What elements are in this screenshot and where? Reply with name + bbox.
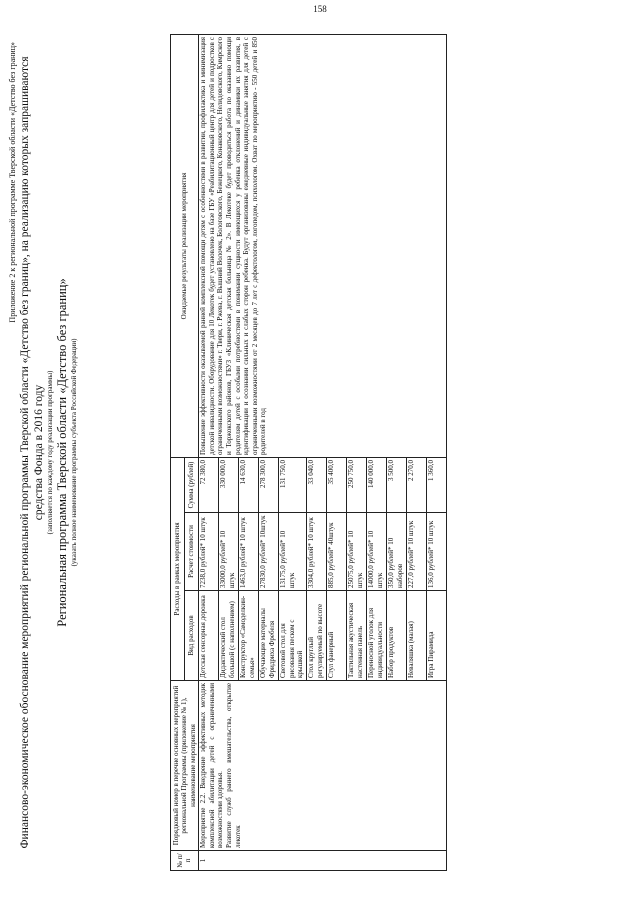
expense-type: Детская сенсорная дорожка <box>198 591 218 681</box>
expense-calc: 27830,0 рублей* 10штук <box>258 513 278 591</box>
fill-note: (заполняется по каждому году реализации программы) <box>46 370 54 535</box>
expense-type: Переносной уголок для индивидуальности <box>366 591 386 681</box>
page-number: 158 <box>313 4 327 14</box>
expense-calc: 7238,0 рублей* 10 штук <box>198 513 218 591</box>
expense-calc: 33000,0 рублей* 10 штук <box>218 513 238 591</box>
expense-type: Набор продуктов <box>386 591 406 681</box>
expense-sum: 250 750,0 <box>346 457 366 512</box>
expense-calc: 227,0 рублей* 10 штук <box>406 513 426 591</box>
expense-sum: 330 000,0 <box>218 457 238 512</box>
expense-sum: 1 360,0 <box>426 457 446 512</box>
col-header-number: № п/п <box>171 851 199 871</box>
table-row <box>198 34 218 870</box>
row-number: 1 <box>198 851 446 871</box>
expense-sum: 140 000,0 <box>366 457 386 512</box>
expense-calc: 14000,0 рублей* 10 штук <box>366 513 386 591</box>
expense-type: Игра Пирамида <box>426 591 446 681</box>
expense-calc: 3304,0 рублей* 10 штук <box>306 513 326 591</box>
expense-type: Обучающие материалы Фридриха Фребеля <box>258 591 278 681</box>
expense-calc: 1463,0 рублей* 10 штук <box>238 513 258 591</box>
col-header-sum: Сумма (рублей) <box>184 457 198 512</box>
event-subtitle: Развитие служб раннего вмешательства, открытие лекотек <box>225 683 242 848</box>
expense-calc: 885,0 рублей* 40штук <box>326 513 346 591</box>
expense-type: Неваляшка (малая) <box>406 591 426 681</box>
appendix-note: Приложение 2 к региональной программе Тверской области «Детство без границ» <box>8 42 17 323</box>
event-cell <box>198 681 446 851</box>
expense-calc: 350,0 рублей* 10 наборов <box>386 513 406 591</box>
document-title-year: средства Фонда в 2016 году <box>33 384 45 521</box>
expense-sum: 35 400,0 <box>326 457 346 512</box>
expense-sum: 2 270,0 <box>406 457 426 512</box>
expense-sum: 14 630,0 <box>238 457 258 512</box>
expense-sum: 131 750,0 <box>278 457 306 512</box>
program-note: (указать полное наименование программы субъекта Российской Федерации) <box>70 338 78 567</box>
expense-sum: 72 380,0 <box>198 457 218 512</box>
expense-sum: 3 500,0 <box>386 457 406 512</box>
expense-calc: 13175,0 рублей* 10 штук <box>278 513 306 591</box>
event-description: Мероприятие 2.2. Внедрение эффективных методик комплексной абилитации детей с ограниченными возможностями здоровья. <box>199 683 225 848</box>
expected-results: Повышение эффективности оказываемой ранней комплексной помощи детям с особенностями в развитии, профилактика и минимизация детской инвалидности. Оборудование для 10 Лекотек будет установлено на базе ГБУ «Реабилитационный центр для детей и подростков с ограниченными возможностями» г. Твери, г. Ржева, г. Вышний Волочек, Бологовского, Бежецкого, Конаковского, Нелидовского, Кимрского и Торжокского районов, ГБУЗ «Клиническая детская больница № 2». В Лекотеке будет проводиться работа по оказанию помощи родителям детей с особыми потребностями в понимании сущности имеющихся у ребенка отклонений и динамики их развития, в идентификации и осознании сильных и слабых сторон ребенка. Будут организованы ежедневные индивидуальные занятия для детей с ограниченными возможностями от 2 месяцев до 7 лет с дефектологом, логопедом, психологом. Охват по мероприятию - 550 детей и 850 родителей в год <box>198 34 446 457</box>
expense-type: Дидактический стол большой (с наполнением) <box>218 591 238 681</box>
document-title: Финансово-экономическое обоснование мероприятий региональной программы Тверской области «Детство без границ», на реализацию которых запрашиваются <box>19 56 31 849</box>
expense-type: Конструктор «Самоделкин-семья» <box>238 591 258 681</box>
expense-type: Тактильная акустическая настенная панель <box>346 591 366 681</box>
col-header-expenses: Расходы в рамках мероприятия <box>171 457 185 680</box>
document-header <box>18 20 79 885</box>
expense-type: Световой стол для рисования песком с крышкой <box>278 591 306 681</box>
col-header-results: Ожидаемые результаты реализации мероприятия <box>171 34 199 457</box>
expense-calc: 25075,0 рублей* 10 штук <box>346 513 366 591</box>
program-name: Региональная программа Тверской области «Детство без границ» <box>55 278 69 627</box>
document-sheet <box>0 20 640 885</box>
expense-sum: 278 300,0 <box>258 457 278 512</box>
expense-type: Стул фанерный <box>326 591 346 681</box>
col-header-event: Порядковый номер в перечне основных мероприятий региональной Программы (приложение № 1), наименование мероприятия <box>171 681 199 851</box>
expense-type: Стол круглый регулируемый по высоте <box>306 591 326 681</box>
col-header-type: Вид расходов <box>184 591 198 681</box>
expense-sum: 33 040,0 <box>306 457 326 512</box>
expenses-table <box>170 34 447 871</box>
expense-calc: 136,0 рублей* 10 штук <box>426 513 446 591</box>
col-header-calc: Расчет стоимости <box>184 513 198 591</box>
